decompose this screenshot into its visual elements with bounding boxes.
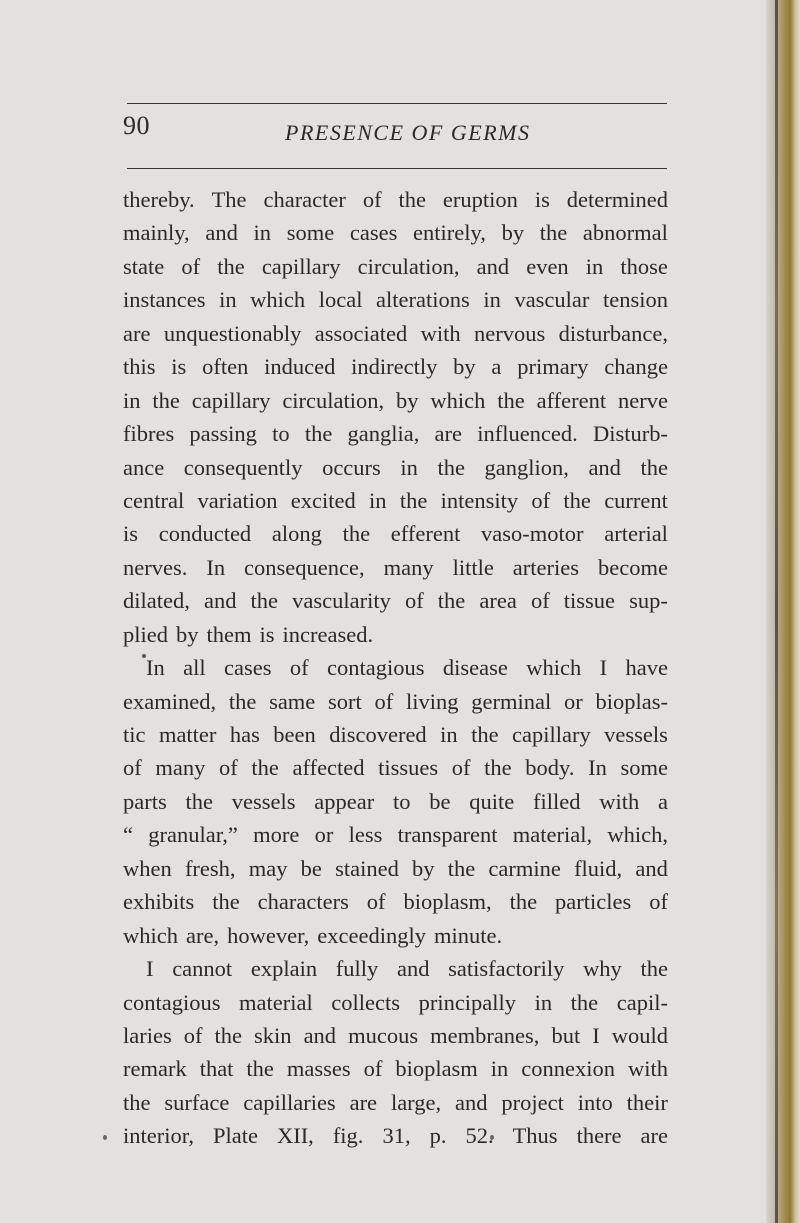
text-line	[123, 551, 668, 584]
word: the	[399, 487, 428, 513]
word: with	[420, 320, 461, 346]
text-line	[123, 517, 668, 550]
word: material	[239, 989, 313, 1015]
text-line	[123, 986, 668, 1019]
word: the	[398, 187, 426, 212]
word: granular,”	[148, 822, 238, 848]
word: of	[649, 889, 668, 915]
word: is	[171, 354, 187, 380]
word: arterial	[604, 521, 668, 547]
word: are	[640, 1123, 668, 1149]
word: ganglia,	[347, 421, 420, 447]
word: tissue	[563, 588, 616, 614]
word: afferent	[536, 387, 607, 413]
word: to	[272, 421, 290, 447]
word: in	[490, 1056, 509, 1082]
text-line	[123, 785, 668, 818]
word: their	[626, 1089, 668, 1115]
word: 31,	[382, 1123, 411, 1149]
word: skin	[254, 1022, 292, 1048]
word: and	[455, 1089, 488, 1115]
word: the	[437, 588, 466, 614]
word: In	[588, 755, 607, 781]
word: tissues	[378, 755, 439, 781]
word: circulation,	[282, 387, 385, 413]
word: or	[314, 822, 334, 848]
word: why	[583, 956, 622, 982]
word: bioplasm	[395, 1056, 478, 1082]
word: the	[497, 387, 525, 413]
word: change	[604, 354, 668, 380]
word: minute.	[434, 922, 503, 948]
text-line	[123, 216, 668, 249]
word: which	[430, 387, 486, 413]
word: bioplas-	[595, 688, 668, 714]
word: laries	[123, 1022, 172, 1048]
body-text	[123, 183, 668, 1153]
word: is	[534, 187, 550, 212]
word: of	[181, 253, 201, 279]
word: unquestionably	[163, 320, 302, 346]
word: which	[250, 287, 306, 313]
word: by	[453, 354, 476, 380]
text-line	[123, 384, 668, 417]
word: some	[286, 220, 335, 246]
word: large,	[390, 1089, 442, 1115]
word: are	[123, 320, 151, 346]
word: and	[203, 588, 237, 614]
word: and	[588, 454, 621, 480]
word: discovered	[329, 722, 427, 747]
word: and	[396, 956, 430, 982]
word: variation	[197, 487, 278, 513]
text-line	[123, 1052, 668, 1085]
word: often	[202, 354, 249, 380]
word: living	[406, 688, 459, 714]
word: associated	[314, 320, 408, 346]
word: induced	[264, 354, 336, 380]
word: in	[400, 454, 418, 480]
word: excited	[290, 487, 356, 513]
text-line	[123, 718, 668, 751]
word: and	[476, 253, 510, 279]
word: matter	[158, 722, 217, 747]
word: tic	[123, 722, 146, 747]
word: the	[123, 1089, 151, 1115]
word: carmine	[488, 855, 561, 881]
word: capillary	[512, 722, 591, 747]
word: by	[412, 855, 435, 881]
word: remark	[123, 1056, 187, 1082]
word: but	[551, 1022, 581, 1048]
word: exhibits	[123, 889, 195, 915]
word: cases	[224, 655, 272, 681]
word: be	[429, 788, 451, 814]
word: vascularity	[292, 588, 391, 614]
word: in	[534, 989, 553, 1015]
word: body.	[525, 755, 575, 781]
word: The	[211, 187, 247, 212]
word: are,	[186, 922, 220, 948]
word: principally	[418, 989, 517, 1015]
word: thereby.	[123, 187, 195, 212]
book-binding-shadow	[775, 0, 778, 1223]
text-line	[123, 350, 668, 383]
word: the	[342, 521, 371, 547]
word: central	[123, 487, 185, 513]
word: germinal	[471, 688, 552, 714]
word: become	[597, 554, 668, 580]
word: the	[304, 421, 333, 447]
word: conducted	[158, 521, 252, 547]
word: satisfactorily	[448, 956, 565, 982]
word: fig.	[332, 1123, 364, 1149]
word: cases	[349, 220, 398, 246]
word: instances	[123, 287, 206, 313]
word: sort	[328, 688, 362, 714]
text-line	[123, 885, 668, 918]
word: project	[501, 1089, 564, 1115]
text-line	[123, 1019, 668, 1052]
word: disease	[442, 655, 508, 681]
word: characters	[257, 889, 349, 915]
word: quite	[469, 788, 515, 814]
text-line	[123, 651, 668, 684]
word: many	[383, 554, 434, 580]
word: ganglion,	[484, 454, 569, 480]
word: same	[269, 688, 316, 714]
text-line	[123, 1086, 668, 1119]
word: In	[146, 655, 165, 681]
word: even	[526, 253, 569, 279]
word: the	[152, 387, 180, 413]
word: surface	[164, 1089, 230, 1115]
word: to	[392, 788, 411, 814]
word: particles	[555, 889, 632, 915]
page-number: 90	[123, 111, 150, 140]
word: capil-	[616, 989, 668, 1015]
word: of	[451, 755, 471, 781]
word: the	[228, 688, 257, 714]
text-line	[123, 618, 668, 651]
word: of	[374, 688, 394, 714]
word: may	[248, 855, 288, 881]
word: filled	[532, 788, 581, 814]
word: in	[483, 287, 501, 313]
word: which	[123, 922, 178, 948]
word: sup-	[629, 588, 668, 614]
word: consequence,	[244, 554, 365, 580]
word: more	[253, 822, 300, 848]
text-line	[123, 451, 668, 484]
word: eruption	[442, 187, 518, 212]
word: or	[563, 688, 583, 714]
word: them	[206, 621, 252, 647]
word: less	[348, 822, 383, 848]
word: in	[369, 487, 387, 513]
text-line	[123, 183, 668, 216]
word: consequently	[183, 454, 303, 480]
word: of	[363, 1056, 383, 1082]
word: “	[123, 822, 133, 848]
word: is	[123, 521, 139, 547]
word: all	[183, 655, 206, 681]
word: fluid,	[574, 855, 623, 881]
word: of	[219, 755, 238, 781]
text-line	[123, 584, 668, 617]
word: the	[640, 956, 668, 982]
word: vessels	[231, 788, 296, 814]
word: would	[611, 1022, 668, 1048]
word: capillaries	[243, 1089, 336, 1115]
text-line	[123, 417, 668, 450]
text-line	[123, 852, 668, 885]
word: in	[440, 722, 458, 747]
word: be	[300, 855, 322, 881]
word: of	[362, 187, 382, 212]
word: which,	[607, 822, 668, 848]
text-line	[123, 317, 668, 350]
word: many	[155, 755, 206, 781]
text-line	[123, 1119, 668, 1152]
word: interior,	[123, 1123, 194, 1149]
word: local	[318, 287, 363, 313]
word: collects	[331, 989, 401, 1015]
word: dilated,	[123, 588, 190, 614]
word: however,	[227, 922, 310, 948]
stray-mark	[103, 1135, 107, 1140]
word: are	[434, 421, 463, 447]
word: tension	[602, 287, 668, 313]
word: fresh,	[184, 855, 236, 881]
word: alterations	[376, 287, 470, 313]
word: capillary	[261, 253, 341, 279]
word: Disturb-	[592, 421, 668, 447]
word: by	[501, 220, 525, 246]
word: connexion	[521, 1056, 615, 1082]
word: the	[217, 253, 245, 279]
word: of	[289, 655, 309, 681]
word: the	[484, 755, 512, 781]
word: arteries	[512, 554, 579, 580]
word: 52.	[465, 1123, 494, 1149]
word: capillary	[191, 387, 271, 413]
word: the	[570, 989, 599, 1015]
word: nervous	[474, 320, 546, 346]
word: that	[199, 1056, 234, 1082]
word: by	[396, 387, 419, 413]
word: ance	[123, 454, 165, 480]
word: I	[599, 655, 608, 681]
text-line	[123, 685, 668, 718]
word: into	[577, 1089, 613, 1115]
word: determined	[566, 187, 668, 212]
word: the	[640, 454, 668, 480]
word: affected	[292, 755, 365, 781]
word: little	[452, 554, 494, 580]
word: some	[620, 755, 668, 781]
word: of	[366, 889, 386, 915]
word: mainly,	[123, 220, 190, 246]
word: parts	[123, 788, 167, 814]
word: abnormal	[582, 220, 668, 246]
word: vessels	[604, 722, 668, 747]
text-line	[123, 818, 668, 851]
word: the	[214, 1022, 243, 1048]
word: the	[251, 755, 279, 781]
text-line	[123, 484, 668, 517]
word: exceedingly	[317, 922, 426, 948]
word: which	[526, 655, 582, 681]
word: in	[253, 220, 272, 246]
word: along	[271, 521, 322, 547]
word: efferent	[390, 521, 461, 547]
word: of	[530, 588, 550, 614]
word: nerve	[618, 387, 668, 413]
word: contagious	[326, 655, 425, 681]
word: stained	[335, 855, 399, 881]
word: there	[576, 1123, 622, 1149]
word: a	[491, 354, 502, 380]
word: indirectly	[351, 354, 438, 380]
word: disturbance,	[558, 320, 668, 346]
word: mucous	[348, 1022, 419, 1048]
word: been	[273, 722, 316, 747]
word: p.	[429, 1123, 447, 1149]
word: the	[471, 722, 499, 747]
word: and	[303, 1022, 337, 1048]
word: area	[479, 588, 517, 614]
word: I	[146, 956, 154, 982]
text-line	[123, 919, 668, 952]
word: the	[563, 487, 591, 513]
running-title: PRESENCE OF GERMS	[285, 120, 531, 145]
word: and	[205, 220, 238, 246]
word: in	[585, 253, 604, 279]
word: of	[123, 755, 142, 781]
word: the	[509, 889, 538, 915]
word: in	[123, 387, 141, 413]
word: circulation,	[357, 253, 460, 279]
word: XII,	[276, 1123, 314, 1149]
word: when	[123, 855, 172, 881]
text-line	[123, 952, 668, 985]
word: the	[250, 588, 279, 614]
word: bioplasm,	[403, 889, 492, 915]
word: and	[635, 855, 668, 881]
word: the	[185, 788, 213, 814]
word: Plate	[212, 1123, 258, 1149]
word: contagious	[123, 989, 221, 1015]
word: entirely,	[413, 220, 486, 246]
word: examined,	[123, 688, 217, 714]
word: the	[246, 1056, 274, 1082]
word: influenced.	[477, 421, 578, 447]
word: of	[183, 1022, 203, 1048]
word: occurs	[322, 454, 381, 480]
text-line	[123, 283, 668, 316]
text-line	[123, 751, 668, 784]
word: I	[592, 1022, 600, 1048]
word: plied	[123, 621, 168, 647]
word: those	[620, 253, 668, 279]
word: nerves.	[123, 554, 188, 580]
word: fibres	[123, 421, 175, 447]
word: explain	[250, 956, 318, 982]
book-binding-edge	[766, 0, 800, 1223]
word: Thus	[512, 1123, 558, 1149]
word: fully	[335, 956, 379, 982]
word: of	[531, 487, 551, 513]
word: cannot	[172, 956, 233, 982]
word: transparent	[397, 822, 498, 848]
word: by	[176, 621, 199, 647]
word: passing	[189, 421, 257, 447]
word: vascular	[514, 287, 590, 313]
word: with	[599, 788, 640, 814]
word: membranes,	[430, 1022, 540, 1048]
word: character	[263, 187, 346, 212]
word: with	[627, 1056, 668, 1082]
word: has	[229, 722, 260, 747]
word: intensity	[440, 487, 519, 513]
text-line	[123, 250, 668, 283]
word: a	[657, 788, 668, 814]
word: increased.	[282, 621, 374, 647]
word: the	[539, 220, 568, 246]
word: masses	[286, 1056, 351, 1082]
word: vaso-motor	[481, 521, 584, 547]
word: of	[404, 588, 424, 614]
word: is	[259, 621, 275, 647]
header-top-rule	[127, 103, 667, 104]
word: this	[123, 354, 156, 380]
header-bottom-rule	[127, 168, 667, 169]
word: have	[625, 655, 668, 681]
word: the	[212, 889, 240, 915]
word: the	[437, 454, 465, 480]
word: state	[123, 253, 165, 279]
word: primary	[517, 354, 589, 380]
word: In	[206, 554, 226, 580]
word: material,	[512, 822, 593, 848]
word: appear	[314, 788, 375, 814]
word: in	[219, 287, 237, 313]
word: current	[604, 487, 668, 513]
word: are	[349, 1089, 378, 1115]
word: the	[447, 855, 476, 881]
